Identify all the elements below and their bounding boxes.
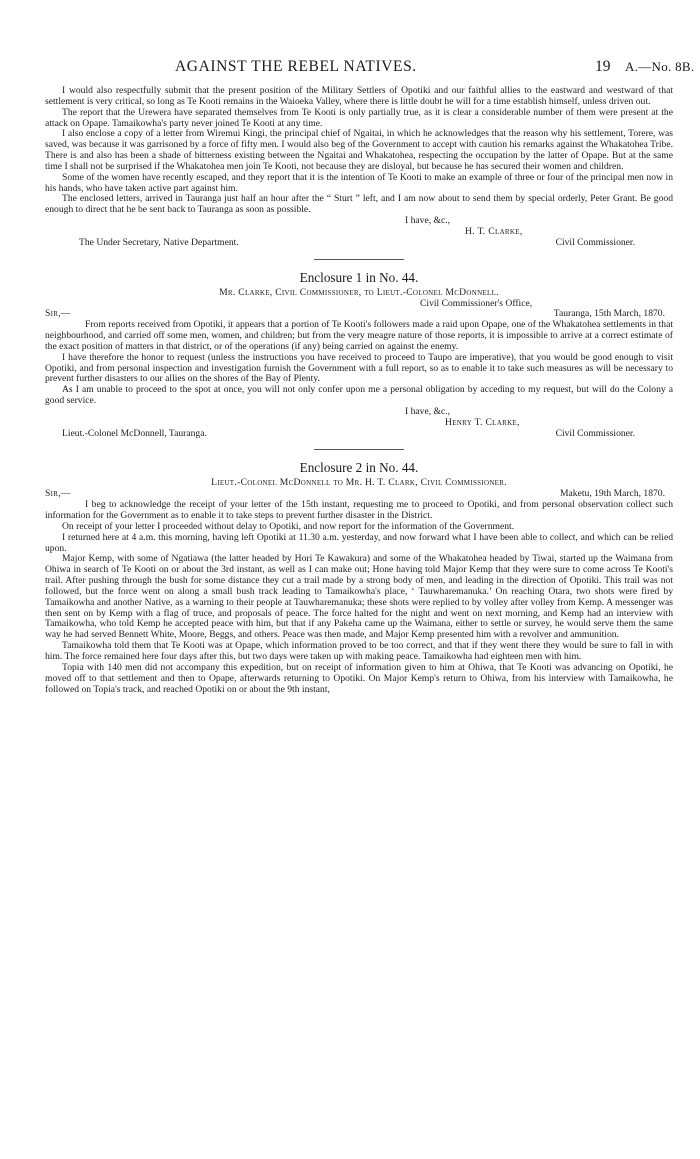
office-line: Civil Commissioner's Office, [420, 297, 533, 309]
paragraph: I returned here at 4 a.m. this morning, having left Opotiki at 11.30 a.m. yesterday, and now forward what I have been able to collect, and which can be relied upon. [45, 531, 673, 554]
salutation: Sir,— [45, 488, 71, 500]
paragraph: I have therefore the honor to request (unless the instructions you have received to proceed to Taupo are imperative), that you would be good enough to visit Opotiki, and from personal inspection and investigation furnish the Government with a full report, so as to enable it to take such measures as will be necessary to prevent further disasters to our allies on the shores of the Bay of Plenty. [45, 351, 673, 385]
paragraph: I also enclose a copy of a letter from Wiremui Kingi, the principal chief of Ngaitai, in which he acknowledges that the reason why his settlement, Torere, was saved, was because it was garrisoned by a force of fifty men. I would also beg of the Government to accept with caution his remarks against the Whakatohea Tribe. There is and also has been a shade of bitterness existing between the Ngaitai and Whakatohea, respecting the occupation by the latter of Opape. But at the same time I shall not be surprised if the Whakatohea men join Te Kooti, not because they are disloyal, but because he has secured their women and children. [45, 128, 673, 172]
paragraph: From reports received from Opotiki, it appears that a portion of Te Kooti's followers made a raid upon Opape, one of the Whakatohea settlements in that neighbourhood, and carried off some men, women, and children; but from the very meagre nature of those reports, it is impossible to arrive at a correct estimate of the exact position of matters in that district, or of the operations (if any) being carried on against the enemy. [45, 319, 673, 352]
paragraph: The report that the Urewera have separated themselves from Te Kooti is only partially true, as it is clear a considerable number of them were present at the attack on Opape. Tamaikowha's party never joined Te Kooti at any time. [45, 106, 673, 129]
enclosure-subheading: Lieut.-Colonel McDonnell to Mr. H. T. Clark, Civil Commissioner. [211, 477, 507, 489]
paragraph: The enclosed letters, arrived in Tauranga just half an hour after the “ Sturt ” left, and I am now about to send them by special orderly, Peter Grant. Be good enough to direct that he be sent back to Tauranga as soon as possible. [45, 193, 673, 216]
paragraph: On receipt of your letter I proceeded without delay to Opotiki, and now report for the information of the Government. [62, 520, 515, 532]
enclosure-heading: Enclosure 1 in No. 44. [299, 269, 419, 285]
paragraph: Major Kemp, with some of Ngatiawa (the latter headed by Hori Te Kawakura) and some of the Whakatohea headed by Tiwai, started up the Waimana from Ohiwa in search of Te Kooti on or about the 3rd instant, as well as I can make out; Hone having told Major Kemp that they were sure to come across Te Kooti's trail. After pushing through the bush for some distance they cut a trail made by a strong body of men, and leading in the direction of Opotiki. This trail was not followed, but the force went on along a small bush track leading to Tamaikowha's place, ‘ Tauwharemanuka.’ On reaching Otara, two shots were fired by Tamaikowha and another Native, as a warning to their people at Tauwharemanuka; these shots were replied to by volley after volley from Kemp. A messenger was then sent on by Kemp with a flag of truce, and proposals of peace. The force halted for the night and went on next morning, and Kemp had an interview with Tamaikowha, who told Kemp he accepted peace with him, but that if any Pakeha came up the Waimana, either to settle or survey, he would serve them the same way he had served Bennett White, Moore, Beggs, and others. Peace was then made, and Major Kemp presented him with a revolver and ammunition. [45, 553, 673, 641]
signature-title: Civil Commissioner. [555, 427, 635, 439]
page-number: 19 [595, 58, 611, 75]
enclosure-heading: Enclosure 2 in No. 44. [299, 460, 419, 476]
paragraph: I would also respectfully submit that the present position of the Military Settlers of Opotiki and our faithful allies to the eastward and westward of that settlement is very critical, so long as Te Kooti remains in the Waioeka Valley, where there is little doubt he will for a time establish himself, unless driven out. [45, 85, 673, 107]
paragraph: I beg to acknowledge the receipt of your letter of the 15th instant, requesting me to proceed to Opotiki, and from personal observation collect such information for the Government as to enable it to take steps to prevent further disaster in the District. [45, 499, 673, 521]
enclosure-1 [45, 270, 673, 440]
page-header [0, 58, 700, 78]
running-title: AGAINST THE REBEL NATIVES. [175, 58, 417, 75]
letter-clarke [45, 86, 673, 249]
signature: H. T. Clarke, [465, 225, 523, 237]
document-body [45, 86, 673, 695]
paper-reference: A.—No. 8B. [625, 59, 695, 74]
place-date: Maketu, 19th March, 1870. [560, 488, 665, 500]
enclosure-2 [45, 460, 673, 695]
addressee: The Under Secretary, Native Department. [79, 236, 239, 248]
paragraph: Some of the women have recently escaped, and they report that it is the intention of Te Kooti to make an example of three or four of the principal men now in his hands, who have taken active part against him. [45, 171, 673, 194]
paragraph: Topia with 140 men did not accompany this expedition, but on receipt of information given to him at Ohiwa, that Te Kooti was advancing on Opotiki, he moved off to that settlement and then to Opape, afterwards returning to Opotiki. On Major Kemp's return to Ohiwa, from his interview with Tamaikowha, he followed on Topia's track, and reached Opotiki on or about the 9th instant, [45, 661, 673, 695]
place-date: Tauranga, 15th March, 1870. [553, 308, 665, 320]
section-divider [314, 259, 404, 260]
enclosure-subheading: Mr. Clarke, Civil Commissioner, to Lieut.-Colonel McDonnell. [219, 286, 499, 298]
signature: Henry T. Clarke, [445, 416, 520, 428]
addressee: Lieut.-Colonel McDonnell, Tauranga. [62, 427, 207, 439]
paragraph: Tamaikowha told them that Te Kooti was at Opape, which information proved to be too correct, and that if they went there they would be sure to fall in with him. The force remained here four days after this, but two days were taken up with making peace. Tamaikowha had eighteen men with him. [45, 640, 673, 662]
closing: I have, &c., [405, 405, 451, 417]
section-divider [314, 449, 404, 450]
salutation: Sir,— [45, 308, 71, 320]
paragraph: As I am unable to proceed to the spot at once, you will not only confer upon me a personal obligation by acceding to my request, but will do the Colony a good service. [45, 384, 673, 407]
closing: I have, &c., [405, 215, 451, 227]
signature-title: Civil Commissioner. [555, 236, 635, 248]
